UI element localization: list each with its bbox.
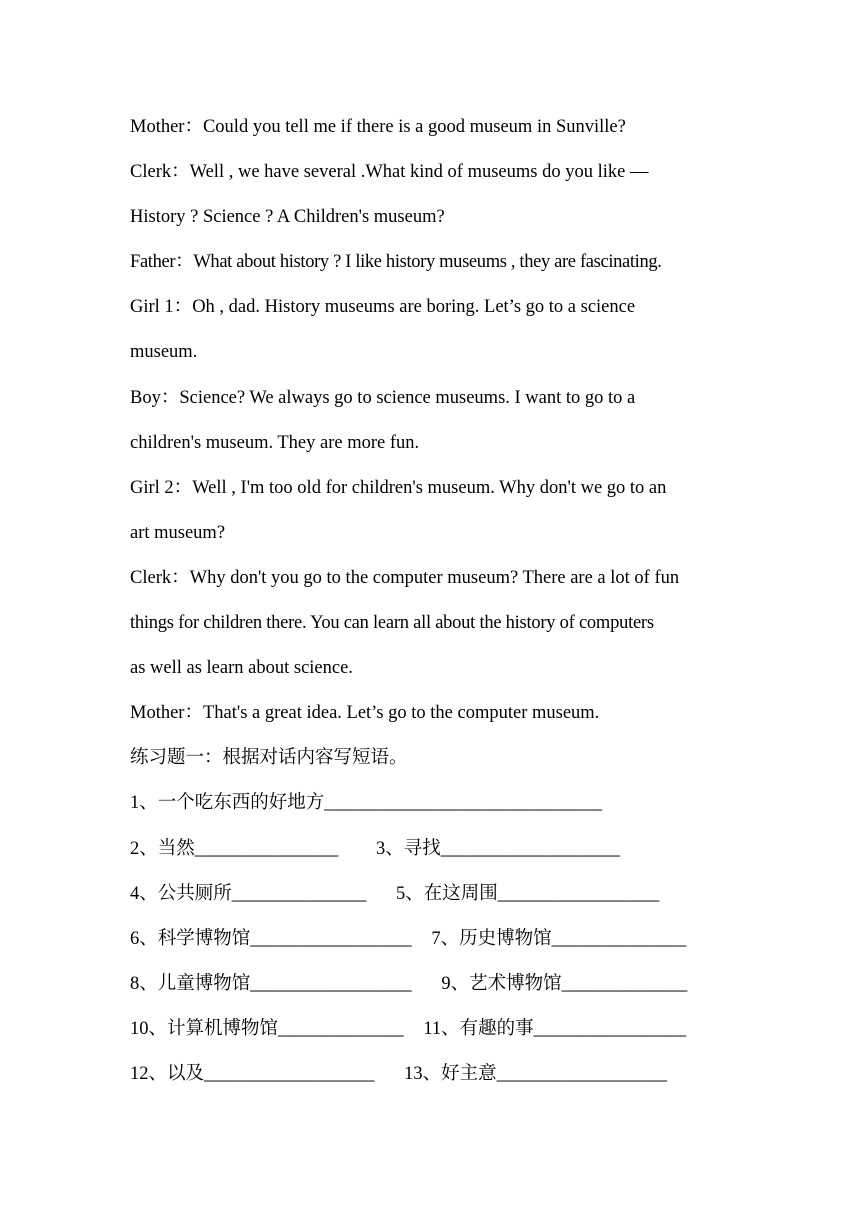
exercise-row <box>130 1007 750 1052</box>
exercise-row <box>130 827 750 872</box>
answer-blank[interactable]: ____________________ <box>440 838 620 859</box>
dialogue-line <box>130 150 750 195</box>
answer-blank[interactable]: __________________ <box>497 883 659 904</box>
exercise-row <box>130 917 750 962</box>
speaker-label: Mother： <box>130 703 203 724</box>
answer-blank[interactable]: ___________________ <box>204 1063 375 1084</box>
exercise-row <box>130 1052 750 1097</box>
speaker-label: Mother： <box>130 117 203 137</box>
exercise-item-label: 10、计算机博物馆 <box>130 1018 279 1039</box>
exercise-item-label: 1、一个吃东西的好地方 <box>130 793 325 814</box>
exercise-item-label: 3、寻找 <box>375 838 441 859</box>
speaker-label: Girl 2： <box>130 477 193 498</box>
dialogue-text: museum. <box>130 342 198 363</box>
exercise-item-label: 8、儿童博物馆 <box>130 973 251 994</box>
dialogue-line <box>130 240 750 285</box>
dialogue-text: Could you tell me if there is a good museum in Sunville? <box>202 117 626 137</box>
exercise-item-label: 13、好主意 <box>404 1063 497 1084</box>
dialogue-line <box>130 646 750 691</box>
dialogue-line <box>130 330 750 375</box>
dialogue-text: That's a great idea. Let’s go to the computer museum. <box>202 703 600 724</box>
dialogue-line <box>130 601 750 646</box>
dialogue-line <box>130 285 750 330</box>
answer-blank[interactable]: _______________________________ <box>324 793 602 814</box>
exercise-item-label: 9、艺术博物馆 <box>441 973 562 994</box>
speaker-label: Boy： <box>130 387 180 408</box>
speaker-label: Father： <box>130 252 194 273</box>
dialogue-line <box>130 105 750 150</box>
answer-blank[interactable]: __________________ <box>250 973 412 994</box>
dialogue-text: History ? Science ? A Children's museum? <box>130 207 445 228</box>
answer-blank[interactable]: ________________ <box>194 838 338 859</box>
answer-blank[interactable]: _______________ <box>231 883 367 904</box>
dialogue-line <box>130 421 750 466</box>
exercise-item-label: 7、历史博物馆 <box>431 928 552 949</box>
dialogue-line <box>130 556 750 601</box>
speaker-label: Girl 1： <box>130 297 193 318</box>
dialogue-line <box>130 691 750 736</box>
exercise-row <box>130 872 750 917</box>
dialogue-text: art museum? <box>130 522 226 543</box>
dialogue-text: children's museum. They are more fun. <box>130 432 420 453</box>
speaker-label: Clerk： <box>130 567 190 588</box>
answer-blank[interactable]: _______________ <box>551 928 686 949</box>
dialogue-text: Why don't you go to the computer museum? There are a lot of fun <box>189 567 680 588</box>
exercise-row <box>130 962 750 1007</box>
dialogue-text: Well , I'm too old for children's museum. Why don't we go to an <box>192 477 667 498</box>
exercise-item-label: 11、有趣的事 <box>423 1018 534 1039</box>
exercise-item-label: 2、当然 <box>130 838 195 859</box>
dialogue-line <box>130 195 750 240</box>
dialogue-text: Well , we have several .What kind of museums do you like — <box>189 162 649 183</box>
exercise-item-label: 6、科学博物馆 <box>130 928 251 949</box>
answer-blank[interactable]: __________________ <box>250 928 412 949</box>
exercise-item-label: 5、在这周围 <box>396 883 498 904</box>
dialogue-text: What about history ? I like history museums , they are fascinating. <box>193 252 662 273</box>
exercise-row <box>130 781 750 826</box>
answer-blank[interactable]: ___________________ <box>496 1063 667 1084</box>
exercise-heading: 练习题一：根据对话内容写短语。 <box>130 748 408 769</box>
speaker-label: Clerk： <box>130 162 190 183</box>
document-page <box>130 105 750 1097</box>
dialogue-text: Oh , dad. History museums are boring. Let’s go to a science <box>192 297 636 318</box>
dialogue-text: things for children there. You can learn all about the history of computers <box>130 613 654 634</box>
dialogue-text: Science? We always go to science museums. I want to go to a <box>179 387 636 408</box>
answer-blank[interactable]: _________________ <box>533 1018 686 1039</box>
dialogue-line <box>130 376 750 421</box>
answer-blank[interactable]: ______________ <box>561 973 687 994</box>
dialogue-line <box>130 511 750 556</box>
dialogue-line <box>130 466 750 511</box>
exercise-item-label: 4、公共厕所 <box>130 883 232 904</box>
exercise-item-label: 12、以及 <box>130 1063 205 1084</box>
answer-blank[interactable]: ______________ <box>278 1018 404 1039</box>
dialogue-text: as well as learn about science. <box>130 658 353 679</box>
